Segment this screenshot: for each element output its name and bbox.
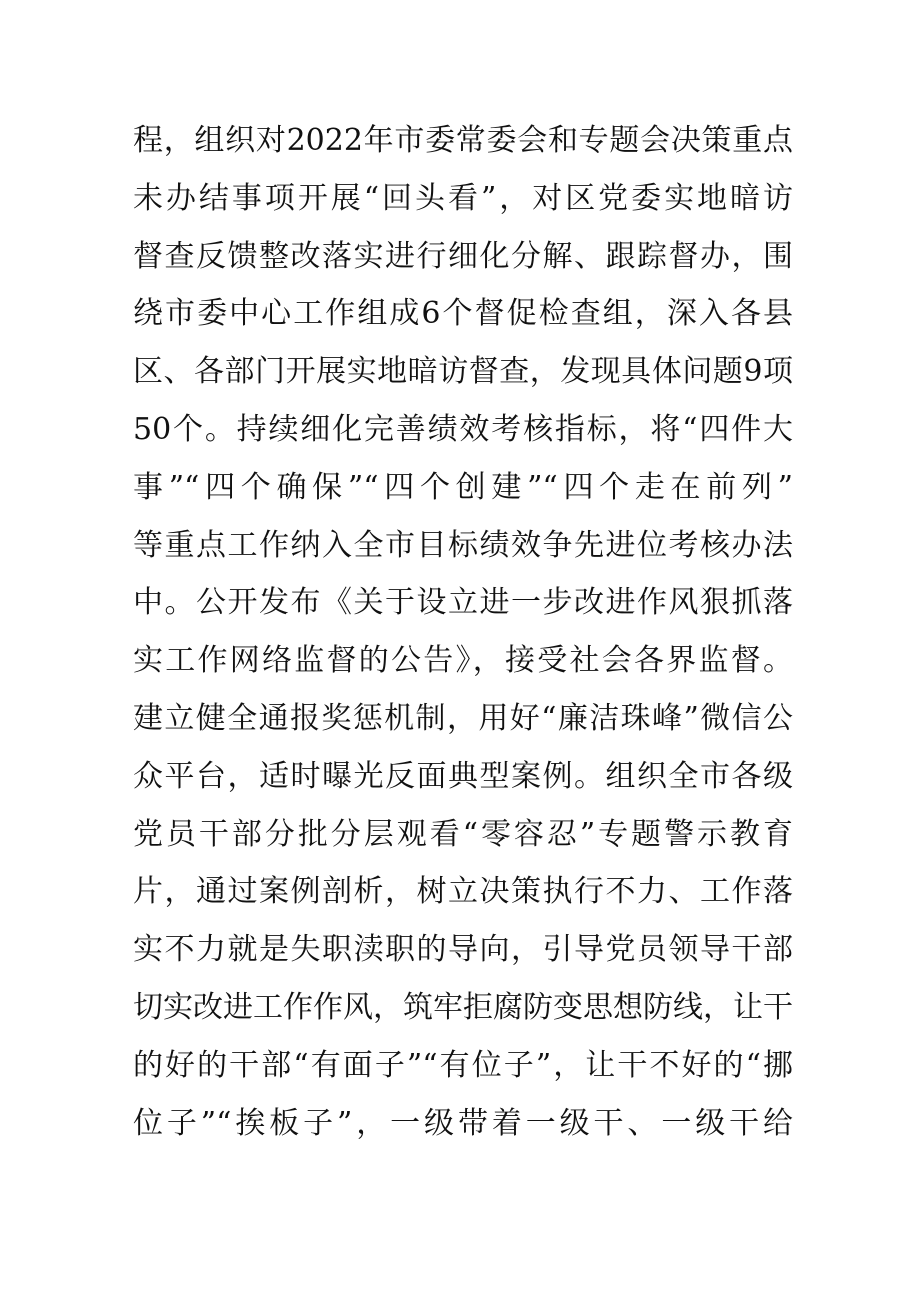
- text-line: 实工作网络监督的公告》，接受社会各界监督。: [133, 643, 793, 679]
- text-line: 实不力就是失职渎职的导向，引导党员领导干部: [133, 932, 793, 968]
- text-line: 的好的干部“有面子”“有位子”，让干不好的“挪: [133, 1047, 793, 1083]
- text-line: 片，通过案例剖析，树立决策执行不力、工作落: [133, 874, 793, 910]
- body-text: [133, 112, 793, 1152]
- text-line: 督查反馈整改落实进行细化分解、跟踪督办，围: [133, 238, 793, 274]
- text-line: 等重点工作纳入全市目标绩效争先进位考核办法: [133, 527, 793, 563]
- text-line: 50个。持续细化完善绩效考核指标，将“四件大: [133, 411, 793, 447]
- text-line: 程，组织对2022年市委常委会和专题会决策重点: [133, 123, 793, 158]
- text-line: 事”“四个确保”“四个创建”“四个走在前列”: [133, 469, 793, 505]
- text-line: 建立健全通报奖惩机制，用好“廉洁珠峰”微信公: [133, 700, 793, 736]
- text-line: 众平台，适时曝光反面典型案例。组织全市各级: [133, 758, 793, 794]
- text-line: 区、各部门开展实地暗访督查，发现具体问题9项: [133, 354, 793, 390]
- text-line: 切实改进工作作风，筑牢拒腐防变思想防线，让干: [133, 989, 793, 1025]
- text-line: 未办结事项开展“回头看”，对区党委实地暗访: [133, 180, 793, 216]
- text-line: 中。公开发布《关于设立进一步改进作风狠抓落: [133, 585, 793, 621]
- text-line: 绕市委中心工作组成6个督促检查组，深入各县: [133, 296, 793, 332]
- text-line: 位子”“挨板子”，一级带着一级干、一级干给: [133, 1105, 793, 1141]
- text-line: 党员干部分批分层观看“零容忍”专题警示教育: [133, 816, 793, 852]
